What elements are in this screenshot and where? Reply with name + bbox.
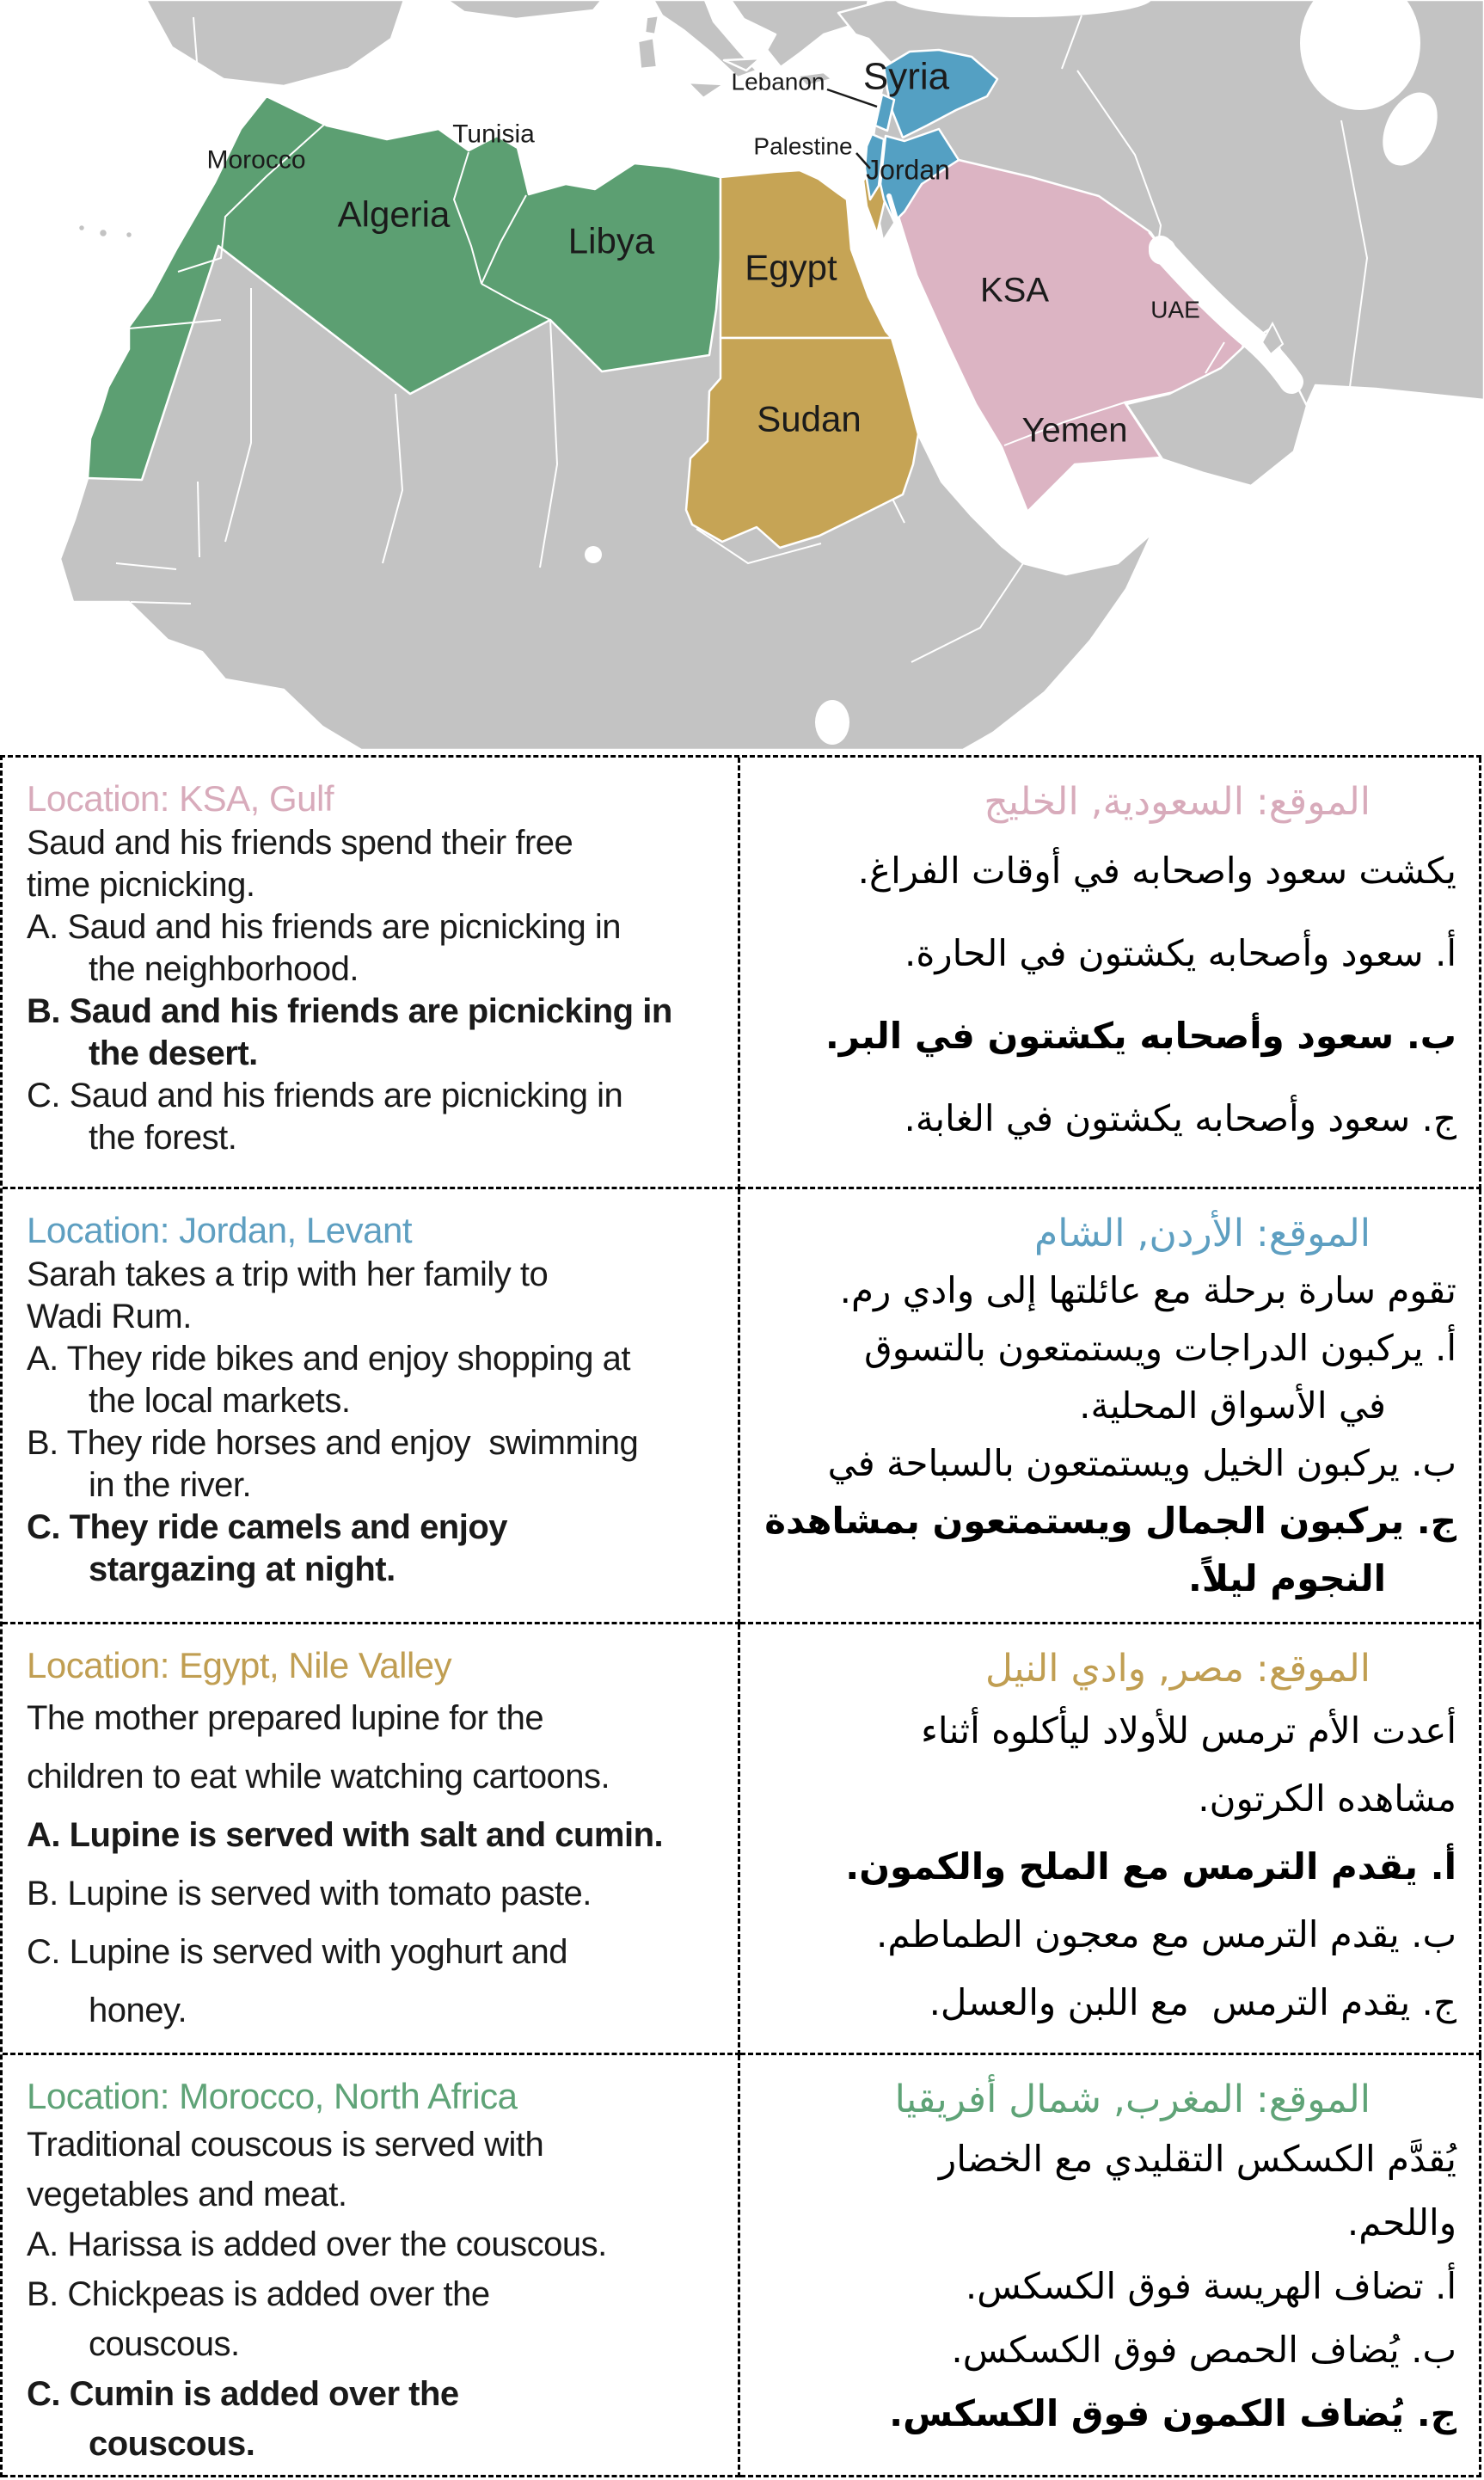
text-line: في الأسواق المحلية. <box>1079 1384 1386 1427</box>
question-lines <box>27 1689 733 2040</box>
map-label: KSA <box>979 271 1050 310</box>
text-line: ج. يقدم الترمس مع اللبن والعسل. <box>929 1981 1456 2023</box>
text-line: Traditional couscous is served with <box>27 2126 544 2164</box>
text-line: ج. سعود وأصحابه يكشتون في الغابة. <box>904 1097 1456 1139</box>
text-line: Sarah takes a trip with her family to <box>27 1255 549 1293</box>
text-line: stargazing at night. <box>89 1550 396 1588</box>
location-header: الموقع: مصر, وادي النيل <box>984 1647 1371 1691</box>
text-line: children to eat while watching cartoons. <box>27 1758 610 1796</box>
sardinia-island <box>638 38 657 69</box>
map-label: Palestine <box>753 132 853 160</box>
cell-morocco-arabic <box>740 2055 1481 2477</box>
text-line: النجوم ليلاً. <box>1187 1557 1386 1599</box>
map-label: Lebanon <box>731 68 825 95</box>
location-header: الموقع: الأردن, الشام <box>1033 1212 1371 1255</box>
text-line: واللحم. <box>1346 2201 1456 2244</box>
question-lines <box>27 1254 733 1591</box>
text-line: the forest. <box>89 1119 237 1157</box>
text-line: يكشت سعود واصحابه في أوقات الفراغ. <box>857 850 1456 892</box>
map-svg <box>0 0 1484 750</box>
text-line: يُقدَّم الكسكس التقليدي مع الخضار <box>938 2138 1456 2180</box>
text-line: B. Chickpeas is added over the <box>27 2275 490 2313</box>
text-line: the neighborhood. <box>89 950 359 988</box>
mena-map <box>0 0 1484 750</box>
text-line: A. Saud and his friends are picnicking in <box>27 908 622 946</box>
map-label: Yemen <box>1021 411 1128 450</box>
location-header: Location: Morocco, North Africa <box>27 2076 518 2116</box>
lake-victoria <box>815 700 849 745</box>
map-label: UAE <box>1150 296 1200 323</box>
map-label: Sudan <box>757 398 862 439</box>
location-header: Location: KSA, Gulf <box>27 778 334 819</box>
text-line: couscous. <box>89 2425 255 2463</box>
text-line: couscous. <box>89 2325 240 2363</box>
location-header: الموقع: المغرب, شمال أفريقيا <box>894 2078 1371 2121</box>
cell-jordan-arabic <box>740 1189 1481 1624</box>
text-line: أ. سعود وأصحابه يكشتون في الحارة. <box>904 932 1456 974</box>
question-lines <box>745 830 1456 1160</box>
canary-islet <box>78 224 85 231</box>
question-lines <box>745 1261 1456 1607</box>
cell-jordan-english <box>3 1189 740 1624</box>
text-line: A. Lupine is served with salt and cumin. <box>27 1816 664 1854</box>
text-line: أ. يقدم الترمس مع الملح والكمون. <box>845 1845 1456 1888</box>
text-line: vegetables and meat. <box>27 2176 347 2213</box>
map-label: Jordan <box>866 154 950 186</box>
text-line: the local markets. <box>89 1382 351 1420</box>
text-line: B. They ride horses and enjoy swimming <box>27 1424 639 1462</box>
text-line: the desert. <box>89 1034 258 1072</box>
text-line: أعدت الأم ترمس للأولاد ليأكلوه أثناء <box>921 1710 1456 1752</box>
location-header: Location: Egypt, Nile Valley <box>27 1645 452 1685</box>
question-lines <box>745 2127 1456 2446</box>
cell-egypt-arabic <box>740 1624 1481 2055</box>
text-line: C. Cumin is added over the <box>27 2375 459 2413</box>
map-label: Morocco <box>206 145 306 175</box>
map-label: Tunisia <box>452 120 535 149</box>
text-line: time picnicking. <box>27 866 255 904</box>
question-lines <box>27 822 733 1159</box>
text-line: ب. يركبون الخيل ويستمتعون بالسباحة في <box>827 1442 1456 1484</box>
question-lines <box>745 1697 1456 2036</box>
text-line: The mother prepared lupine for the <box>27 1699 544 1737</box>
text-line: تقوم سارة برحلة مع عائلتها إلى وادي رم. <box>839 1269 1456 1311</box>
text-line: A. Harissa is added over the couscous. <box>27 2225 607 2263</box>
location-header: الموقع: السعودية, الخليج <box>984 780 1371 824</box>
canary-islet <box>126 231 132 238</box>
text-line: مشاهده الكرتون. <box>1198 1777 1456 1820</box>
text-line: ب. يُضاف الحمص فوق الكسكس. <box>951 2329 1456 2371</box>
text-line: Wadi Rum. <box>27 1298 192 1335</box>
text-line: C. They ride camels and enjoy <box>27 1508 508 1546</box>
cell-morocco-english <box>3 2055 740 2477</box>
text-line: C. Saud and his friends are picnicking in <box>27 1077 623 1114</box>
qa-table <box>0 755 1481 2477</box>
question-lines <box>27 2120 733 2469</box>
location-header: Location: Jordan, Levant <box>27 1210 412 1250</box>
text-line: ب. يقدم الترمس مع معجون الطماطم. <box>876 1913 1456 1955</box>
text-line: أ. تضاف الهريسة فوق الكسكس. <box>965 2265 1456 2307</box>
text-line: أ. يركبون الدراجات ويستمتعون بالتسوق <box>864 1327 1456 1369</box>
text-line: honey. <box>89 1992 187 2029</box>
cell-egypt-english <box>3 1624 740 2055</box>
corsica-island <box>645 15 659 34</box>
map-label: Egypt <box>745 247 837 288</box>
map-label: Algeria <box>337 193 451 235</box>
text-line: in the river. <box>89 1466 252 1504</box>
text-line: Saud and his friends spend their free <box>27 824 573 862</box>
map-label: Syria <box>862 55 950 98</box>
map-label: Libya <box>567 220 655 261</box>
text-line: C. Lupine is served with yoghurt and <box>27 1933 568 1971</box>
text-line: ج. يركبون الجمال ويستمتعون بمشاهدة <box>764 1500 1456 1542</box>
cell-ksa-english <box>3 758 740 1189</box>
persian-gulf-head <box>1149 237 1176 265</box>
canary-islet <box>99 229 107 237</box>
text-line: A. They ride bikes and enjoy shopping at <box>27 1340 630 1378</box>
text-line: ج. يُضاف الكمون فوق الكسكس. <box>889 2392 1456 2434</box>
lake-chad <box>585 546 602 563</box>
text-line: B. Lupine is served with tomato paste. <box>27 1875 592 1912</box>
text-line: ب. سعود وأصحابه يكشتون في البر. <box>825 1015 1456 1057</box>
text-line: B. Saud and his friends are picnicking in <box>27 992 672 1030</box>
cell-ksa-arabic <box>740 758 1481 1189</box>
